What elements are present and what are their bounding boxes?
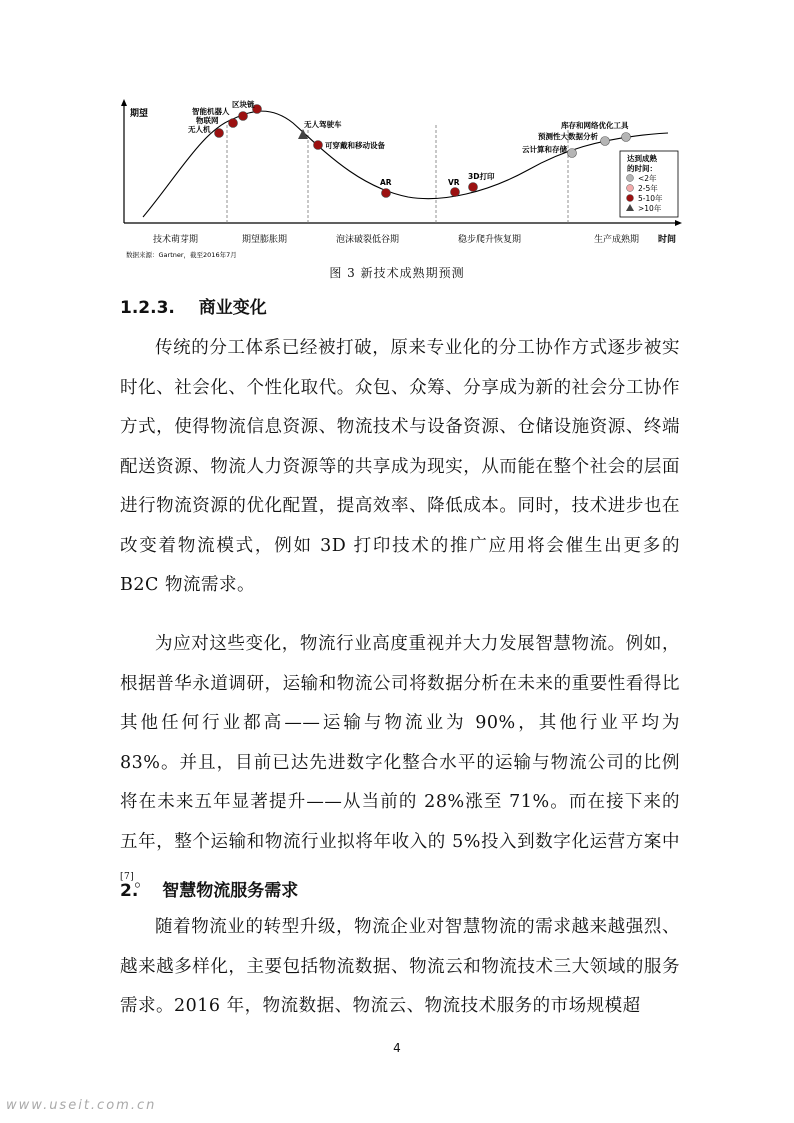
tech-label: 可穿戴和移动设备 (325, 141, 385, 150)
paragraph: 随着物流业的转型升级，物流企业对智慧物流的需求越来越强烈、越来越多样化，主要包括物流数据、物流云和物流技术三大领域的服务需求。2016 年，物流数据、物流云、物流技术服务的市场规模超 (120, 917, 680, 1016)
legend-title: 的时间： (627, 164, 657, 173)
legend-swatch (627, 185, 634, 192)
x-axis-label: 时间 (658, 235, 677, 245)
legend-item: <2年 (638, 174, 657, 183)
tech-marker-inventory (622, 133, 631, 142)
tech-label: 无人驾驶车 (304, 120, 342, 129)
tech-label: VR (448, 178, 460, 187)
section-number: 2. (120, 881, 139, 901)
tech-label: 云计算和存储 (522, 145, 567, 154)
tech-label: 库存和网络优化工具 (561, 121, 629, 130)
figure-caption: 图 3 新技术成熟期预测 (329, 266, 465, 280)
tech-marker-driverless-car (298, 129, 308, 139)
section-heading-1-2-3 (120, 293, 267, 318)
phase-label: 期望膨胀期 (242, 235, 288, 245)
paragraph: 传统的分工体系已经被打破，原来专业化的分工协作方式逐步被实时化、社会化、个性化取代。众包、众筹、分享成为新的社会分工协作方式，使得物流信息资源、物流技术与设备资源、仓储设施资源、终端配送资源、物流人力资源等的共享成为现实，从而能在整个社会的层面进行物流资源的优化配置，提高效率、降低成本。同时，技术进步也在改变着物流模式，例如 3D 打印技术的推广应用将会催生出更多的 B2C 物流需求。 (120, 338, 680, 595)
tech-label: 智能机器人 (192, 107, 230, 116)
legend (620, 151, 678, 217)
tech-marker-cloud (568, 149, 577, 158)
tech-label: AR (380, 178, 392, 187)
legend-item: 5-10年 (638, 194, 663, 203)
section-heading-2 (120, 876, 298, 901)
legend-title: 达到成熟 (627, 154, 657, 163)
tech-label: 3D打印 (468, 172, 495, 181)
legend-swatch (627, 175, 634, 182)
tech-marker-big-data (601, 137, 610, 146)
paragraph-text: 为应对这些变化，物流行业高度重视并大力发展智慧物流。例如，根据普华永道调研，运输和物流公司将数据分析在未来的重要性看得比其他任何行业都高——运输与物流业为 90%，其他行业平均为 83%。并且，目前已达先进数字化整合水平的运输与物流公司的比例将在未来五年显著提升——从当前的 28%涨至 71%。而在接下来的五年，整个运输和物流行业拟将年收入的 5%投入到数字化运营方案中 (120, 634, 680, 852)
tech-marker-iot (229, 119, 238, 128)
watermark: www.useit.com.cn (6, 1098, 157, 1113)
tech-marker-wearables (314, 141, 323, 150)
tech-marker-3d-printing (469, 183, 478, 192)
tech-marker-ar (382, 189, 391, 198)
phase-label: 泡沫破裂低谷期 (336, 235, 400, 245)
tech-marker-vr (451, 188, 460, 197)
legend-swatch (627, 195, 634, 202)
hype-cycle-figure (118, 95, 688, 265)
paragraph-end: 。 (134, 871, 153, 891)
tech-marker-drone (239, 112, 248, 121)
legend-item: >10年 (638, 204, 662, 213)
figure-source: 数据来源：Gartner，截至2016年7月 (126, 251, 237, 259)
section-title: 智慧物流服务需求 (162, 881, 299, 901)
tech-label: 预测性大数据分析 (538, 132, 598, 141)
phase-label: 稳步爬升恢复期 (458, 235, 522, 245)
x-axis-arrow (675, 220, 682, 226)
tech-label: 无人机 (188, 125, 211, 134)
y-axis-arrow (121, 99, 127, 106)
section-number: 1.2.3. (120, 298, 175, 318)
phase-label: 技术萌芽期 (153, 235, 199, 245)
citation-ref: [7] (120, 872, 135, 883)
legend-item: 2-5年 (638, 184, 658, 193)
section-title: 商业变化 (198, 298, 267, 318)
paragraph (120, 625, 680, 902)
phase-label: 生产成熟期 (594, 235, 640, 245)
tech-marker-smart-robot (215, 129, 224, 138)
y-axis-label: 期望 (130, 109, 149, 119)
tech-label: 物联网 (196, 116, 219, 125)
page-number: 4 (393, 1041, 401, 1055)
tech-label: 区块链 (232, 100, 255, 109)
